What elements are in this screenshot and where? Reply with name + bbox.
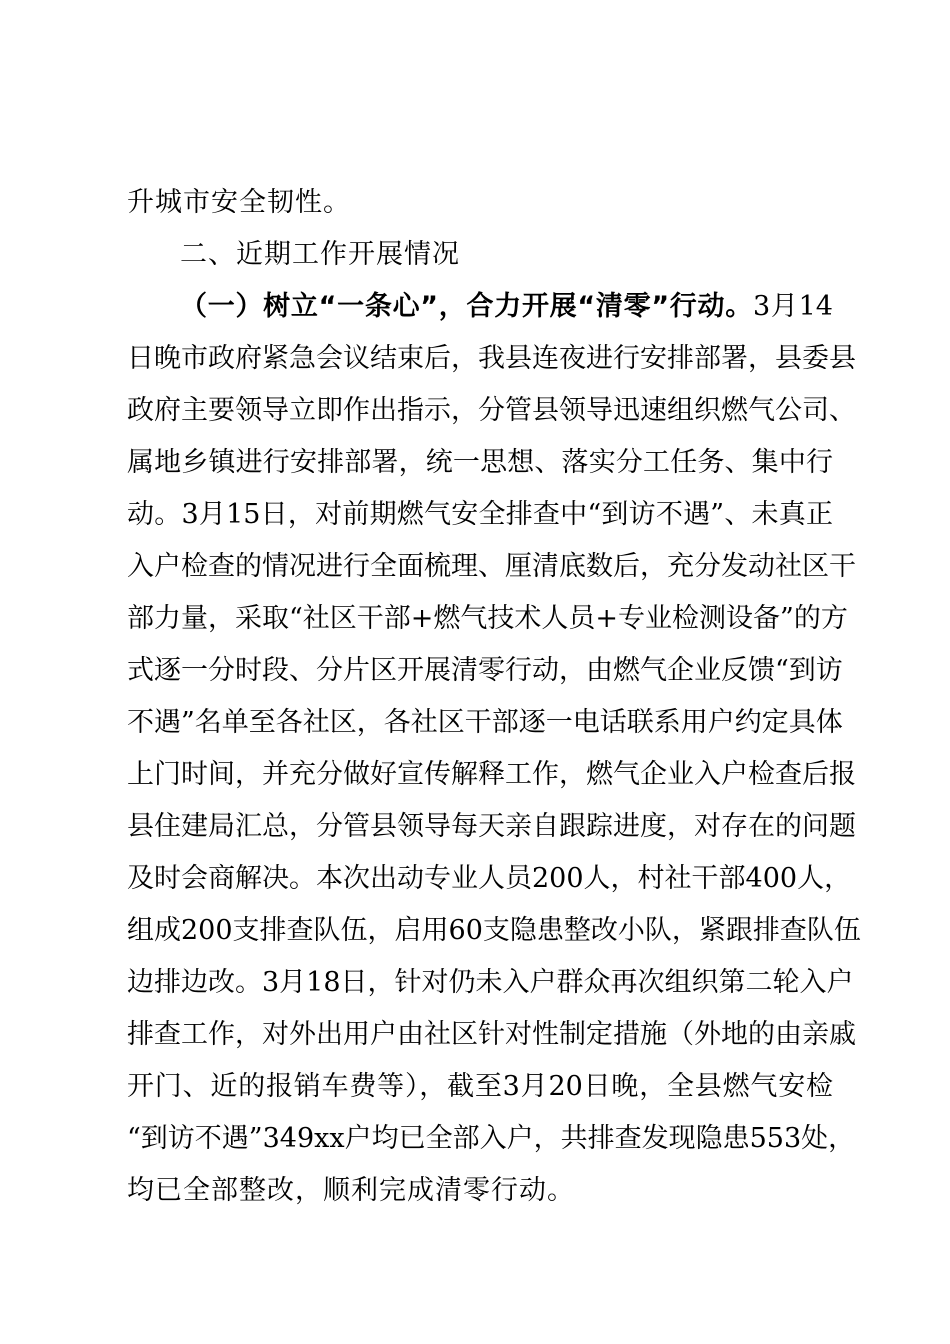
carryover-line: 升城市安全韧性。 — [127, 187, 351, 218]
body-line: 式逐一分时段、分片区开展清零行动，由燃气企业反馈“到访 — [127, 655, 843, 686]
body-line: 边排边改。3月18日，针对仍未入户群众再次组织第二轮入户 — [127, 967, 854, 998]
body-line: 排查工作，对外出用户由社区针对性制定措施（外地的由亲戚 — [127, 1019, 856, 1050]
body-line: 部力量，采取“社区干部+燃气技术人员+专业检测设备”的方 — [127, 603, 848, 634]
body-line: 及时会商解决。本次出动专业人员200人，村社干部400人， — [127, 863, 852, 894]
body-line: 动。3月15日，对前期燃气安全排查中“到访不遇”、未真正 — [127, 499, 833, 530]
subsection-title: （一）树立“一条心”，合力开展“清零”行动。 — [180, 291, 753, 322]
body-line: 县住建局汇总，分管县领导每天亲自跟踪进度，对存在的问题 — [127, 811, 856, 842]
body-line: 日晚市政府紧急会议结束后，我县连夜进行安排部署，县委县 — [127, 343, 856, 374]
body-line: 组成200支排查队伍，启用60支隐患整改小队，紧跟排查队伍 — [127, 915, 861, 946]
section-heading: 二、近期工作开展情况 — [180, 239, 460, 270]
body-line: 上门时间，并充分做好宣传解释工作，燃气企业入户检查后报 — [127, 759, 856, 790]
subsection-lead-tail: 3月14 — [753, 291, 833, 322]
body-line: 开门、近的报销车费等），截至3月20日晚，全县燃气安检 — [127, 1071, 833, 1102]
body-line: 入户检查的情况进行全面梳理、厘清底数后，充分发动社区干 — [127, 551, 856, 582]
last-line: 均已全部整改，顺利完成清零行动。 — [127, 1175, 575, 1206]
body-line: “到访不遇”349xx户均已全部入户，共排查发现隐患553处， — [127, 1123, 856, 1154]
subsection-lead-line — [180, 292, 833, 322]
body-line: 不遇”名单至各社区，各社区干部逐一电话联系用户约定具体 — [127, 707, 843, 738]
body-line: 政府主要领导立即作出指示，分管县领导迅速组织燃气公司、 — [127, 395, 856, 426]
body-line: 属地乡镇进行安排部署，统一思想、落实分工任务、集中行 — [127, 447, 833, 478]
